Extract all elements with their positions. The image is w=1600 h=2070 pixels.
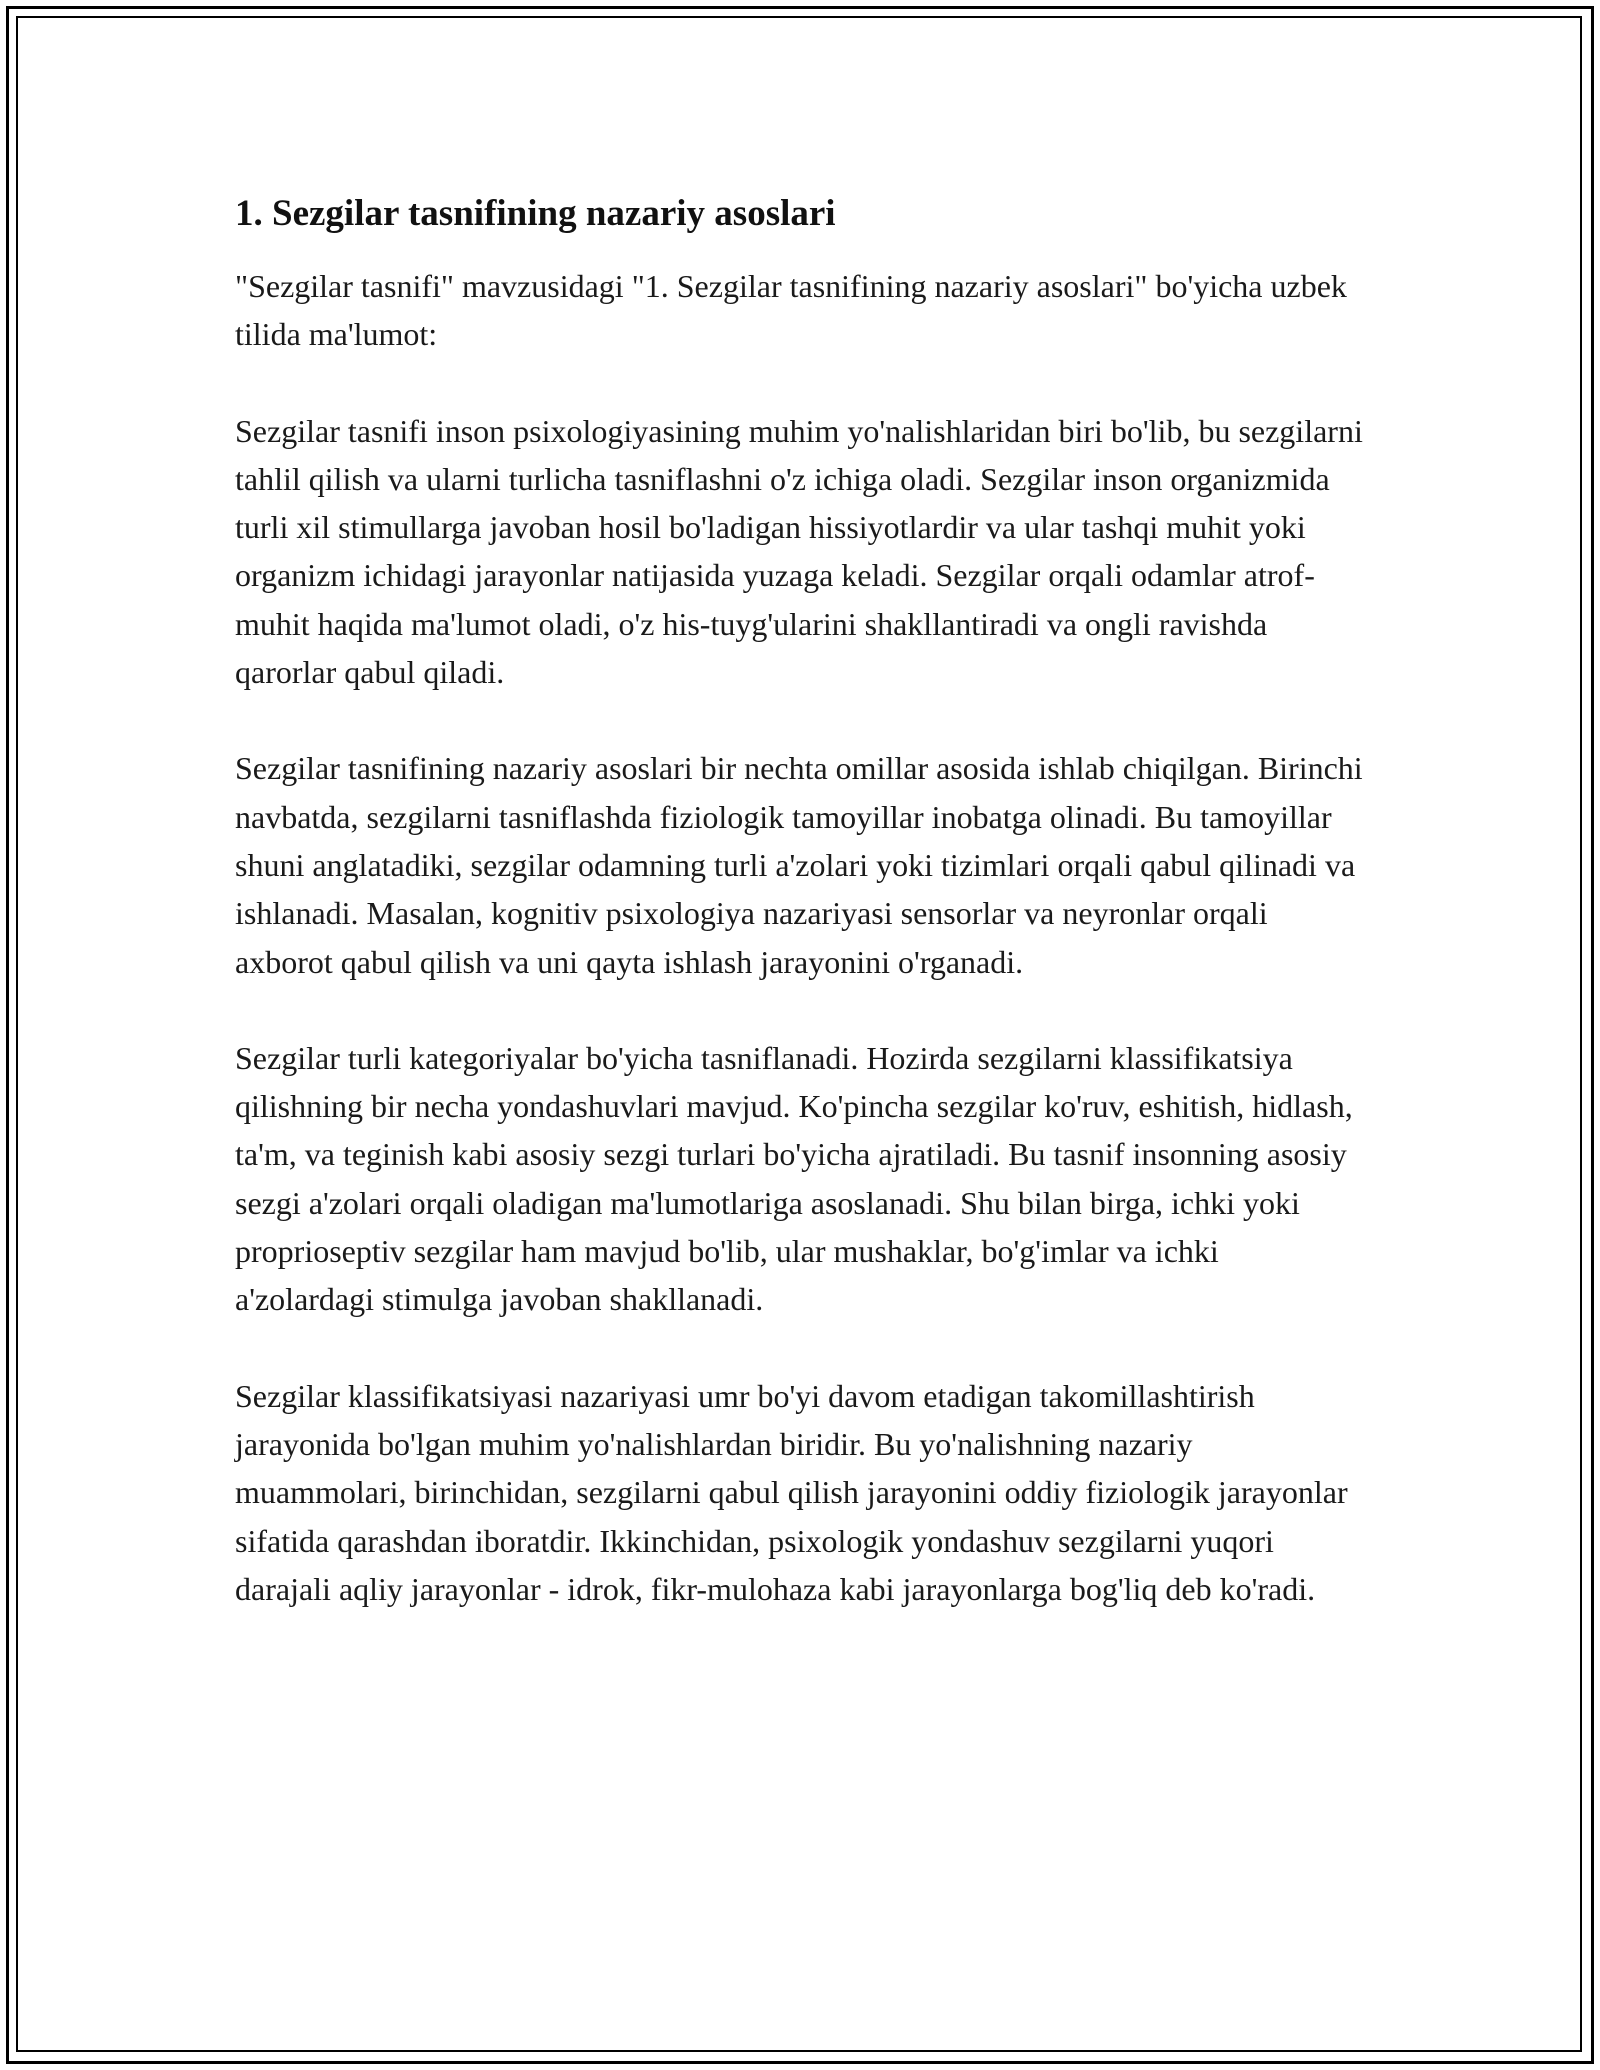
body-paragraph-3: Sezgilar turli kategoriyalar bo'yicha tasniflanadi. Hozirda sezgilarni klassifikatsiya qilishning bir necha yondashuvlari mavjud. Ko'pincha sezgilar ko'ruv, eshitish, hidlash, ta'm, va teginish kabi asosiy sezgi turlari bo'yicha ajratiladi. Bu tasnif insonning asosiy sezgi a'zolari orqali oladigan ma'lumotlariga asoslanadi. Shu bilan birga, ichki yoki proprioseptiv sezgilar ham mavjud bo'lib, ular mushaklar, bo'g'imlar va ichki a'zolardagi stimulga javoban shakllanadi. [235, 1039, 1353, 1318]
intro-paragraph: "Sezgilar tasnifi" mavzusidagi "1. Sezgilar tasnifining nazariy asoslari" bo'yicha uzbek tilida ma'lumot: [235, 268, 1347, 353]
body-paragraph-1: Sezgilar tasnifi inson psixologiyasining muhim yo'nalishlaridan biri bo'lib, bu sezgilarni tahlil qilish va ularni turlicha tasniflashni o'z ichiga oladi. Sezgilar inson organizmida turli xil stimullarga javoban hosil bo'ladigan hissiyotlardir va ular tashqi muhit yoki organizm ichidagi jarayonlar natijasida yuzaga keladi. Sezgilar orqali odamlar atrof-muhit haqida ma'lumot oladi, o'z his-tuyg'ularini shakllantiradi va ongli ravishda qarorlar qabul qiladi. [235, 412, 1363, 691]
document-body [235, 184, 1365, 1613]
document-title: 1. Sezgilar tasnifining nazariy asoslari [235, 193, 836, 234]
body-paragraph-2: Sezgilar tasnifining nazariy asoslari bir nechta omillar asosida ishlab chiqilgan. Birinchi navbatda, sezgilarni tasniflashda fiziologik tamoyillar inobatga olinadi. Bu tamoyillar shuni anglatadiki, sezgilar odamning turli a'zolari yoki tizimlari orqali qabul qilinadi va ishlanadi. Masalan, kognitiv psixologiya nazariyasi sensorlar va neyronlar orqali axborot qabul qilish va uni qayta ishlash jarayonini o'rganadi. [235, 750, 1363, 980]
body-paragraph-4: Sezgilar klassifikatsiyasi nazariyasi umr bo'yi davom etadigan takomillashtirish jarayonida bo'lgan muhim yo'nalishlardan biridir. Bu yo'nalishning nazariy muammolari, birinchidan, sezgilarni qabul qilish jarayonini oddiy fiziologik jarayonlar sifatida qarashdan iboratdir. Ikkinchidan, psixologik yondashuv sezgilarni yuqori darajali aqliy jarayonlar - idrok, fikr-mulohaza kabi jarayonlarga bog'liq deb ko'radi. [235, 1377, 1348, 1607]
